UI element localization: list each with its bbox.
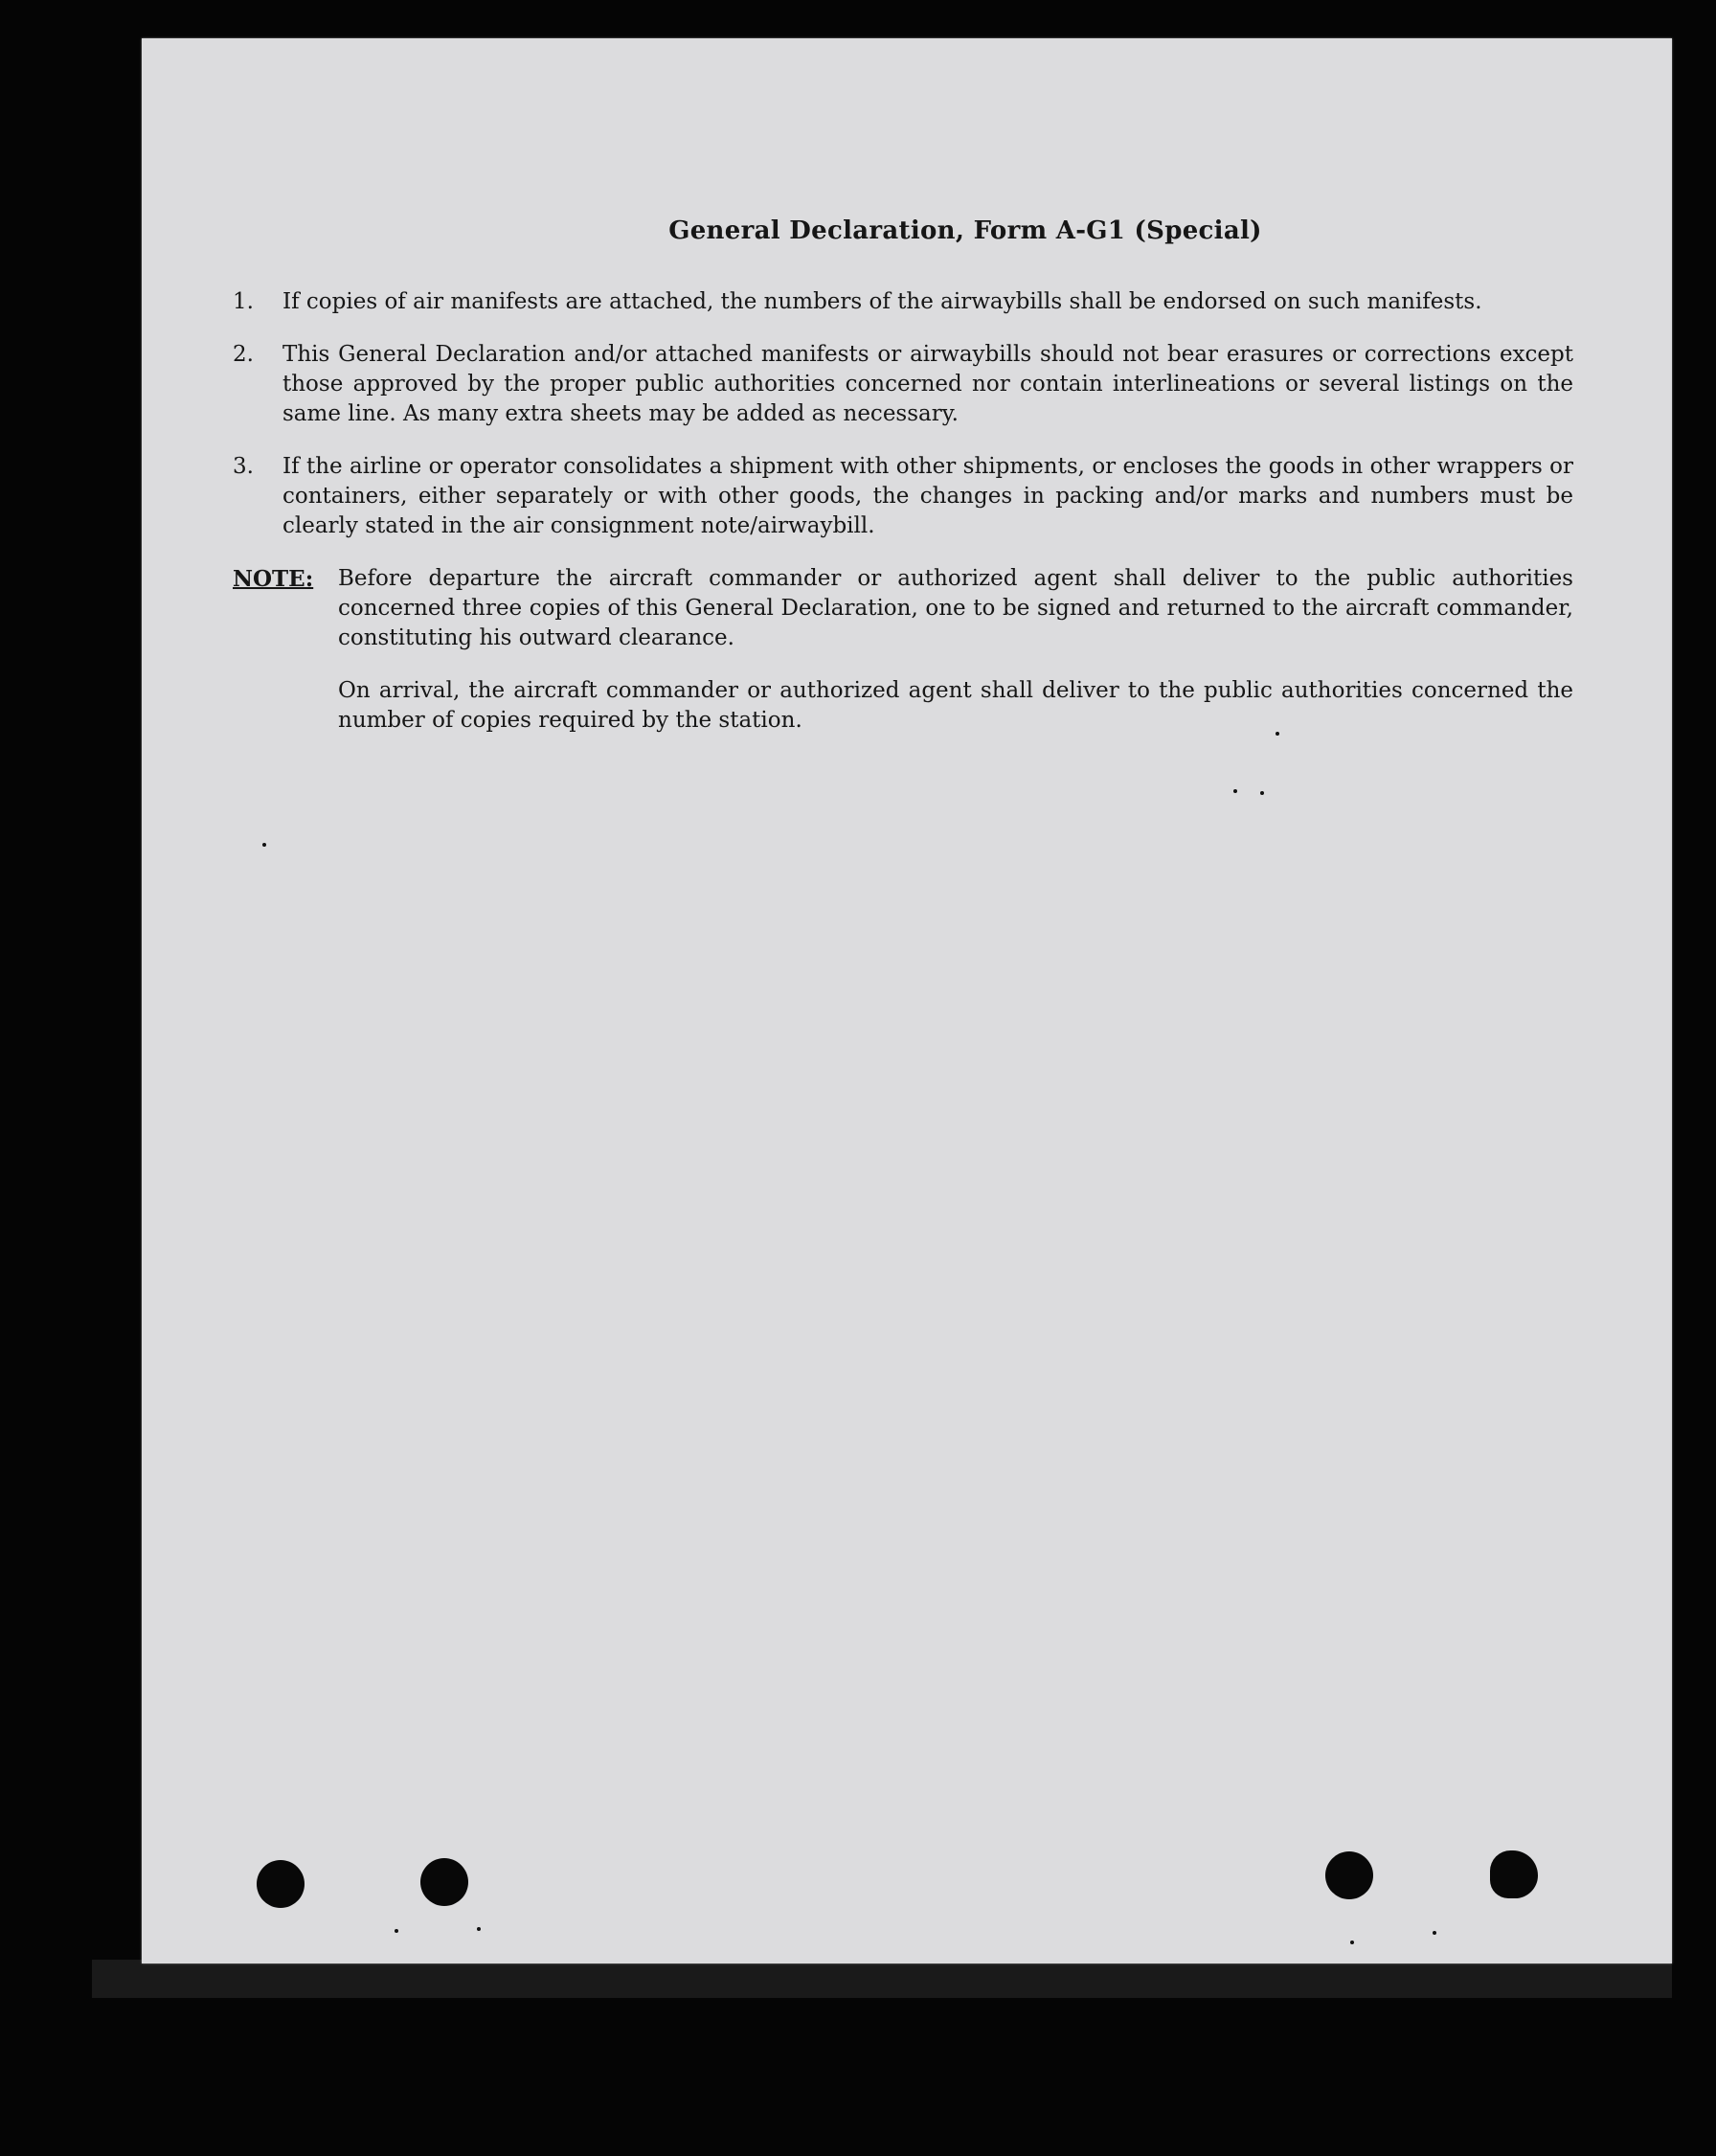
item-number: 1. — [233, 289, 254, 314]
scan-speck — [395, 1929, 398, 1933]
instruction-item-3 — [233, 452, 1573, 541]
punch-hole-2 — [420, 1858, 468, 1906]
item-number: 3. — [233, 454, 254, 479]
underlying-sheet-edge — [92, 1960, 1672, 1998]
document-content — [233, 216, 1573, 759]
note-label: NOTE: — [233, 566, 314, 592]
item-number: 2. — [233, 342, 254, 367]
scan-speck — [1233, 789, 1237, 793]
scan-speck — [1350, 1940, 1354, 1944]
item-text: This General Declaration and/or attached manifests or airwaybills should not bear erasures or corrections except those approved by the proper public authorities concerned nor contain interlineations or several listings on the same line. As many extra sheets may be added as necessary. — [282, 342, 1573, 426]
document-title: General Declaration, Form A-G1 (Special) — [668, 216, 1262, 245]
note-paragraph-arrival: On arrival, the aircraft commander or authorized agent shall deliver to the public authorities concerned the number of copies required by the station. — [338, 678, 1573, 733]
instruction-item-2 — [233, 340, 1573, 429]
scan-speck — [477, 1927, 481, 1931]
scan-speck — [1276, 732, 1279, 736]
scan-speck — [1260, 791, 1264, 795]
punch-hole-4 — [1490, 1850, 1538, 1898]
note-section — [233, 564, 1573, 759]
note-body — [338, 564, 1573, 759]
item-text: If the airline or operator consolidates a shipment with other shipments, or encloses the goods in other wrappers or containers, either separately or with other goods, the changes in packing and/or marks and numbers must be clearly stated in the air consignment note/airwaybill. — [282, 454, 1573, 538]
document-paper — [142, 38, 1672, 1963]
item-text: If copies of air manifests are attached, the numbers of the airwaybills shall be endorsed on such manifests. — [282, 289, 1482, 314]
note-paragraph-departure: Before departure the aircraft commander or authorized agent shall deliver to the public authorities concerned three copies of this General Declaration, one to be signed and returned to the aircraft commander, constituting his outward clearance. — [338, 566, 1573, 650]
scan-speck — [262, 843, 266, 847]
instruction-item-1 — [233, 287, 1573, 317]
scan-speck — [1433, 1931, 1436, 1935]
punch-hole-3 — [1325, 1851, 1373, 1899]
punch-hole-1 — [257, 1860, 305, 1908]
